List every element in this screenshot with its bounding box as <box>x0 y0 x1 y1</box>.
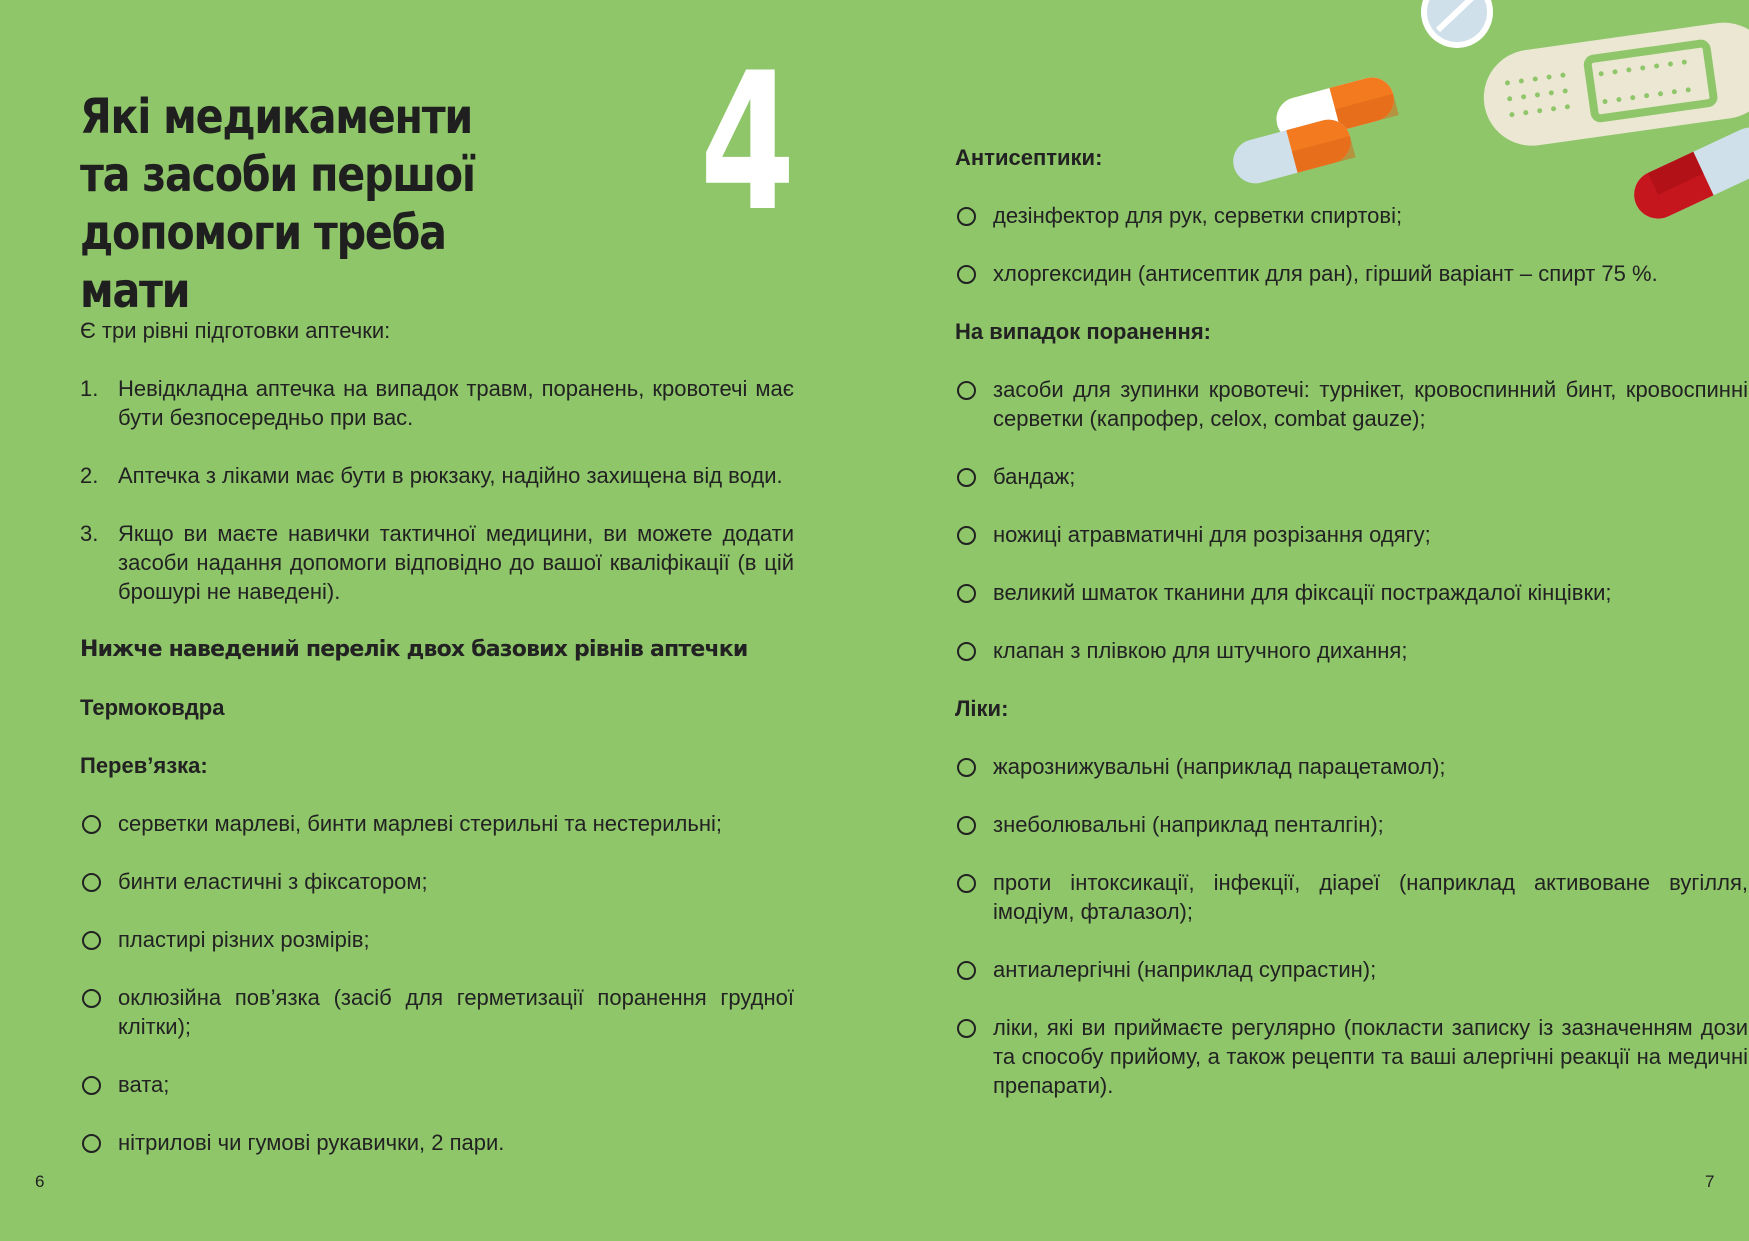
circle-bullet-icon <box>957 526 976 545</box>
list-item-text: вата; <box>118 1072 170 1097</box>
list-item <box>955 578 1748 607</box>
wound-heading: На випадок поранення: <box>955 319 1211 344</box>
page-number-left: 6 <box>35 1172 45 1191</box>
antiseptics-heading: Антисептики: <box>955 145 1103 170</box>
circle-bullet-icon <box>957 381 976 400</box>
list-item-text: ножиці атравматичні для розрізання одягу; <box>993 522 1431 547</box>
list-number: 3. <box>80 521 99 546</box>
list-item-text: великий шматок тканини для фіксації постраждалої кінцівки; <box>993 580 1612 605</box>
list-number: 1. <box>80 376 99 401</box>
circle-bullet-icon <box>957 758 976 777</box>
list-item-text: ліки, які ви приймаєте регулярно (покласти записку із зазначенням дози та способу прийому, а також рецепти та ваші алергічні реакції на медичні препарати). <box>993 1015 1748 1098</box>
title-line-3: допомоги треба мати <box>80 205 446 319</box>
circle-bullet-icon <box>82 989 101 1008</box>
list-item <box>955 868 1748 926</box>
list-item-text: пластирі різних розмірів; <box>118 927 370 952</box>
list-item-text: антиалергічні (наприклад супрастин); <box>993 957 1377 982</box>
list-item-text: нітрилові чи гумові рукавички, 2 пари. <box>118 1130 505 1155</box>
medical-supplies-illustration <box>1210 0 1749 230</box>
circle-bullet-icon <box>957 961 976 980</box>
list-item <box>80 461 794 490</box>
list-item <box>80 983 794 1041</box>
wound-list <box>955 375 1748 665</box>
circle-bullet-icon <box>957 468 976 487</box>
circle-bullet-icon <box>82 1076 101 1095</box>
list-item-text: Невідкладна аптечка на випадок травм, поранень, кровотечі має бути безпосередньо при вас. <box>118 376 794 430</box>
circle-bullet-icon <box>82 873 101 892</box>
list-item-text: проти інтоксикації, інфекції, діареї (наприклад активоване вугілля, імодіум, фталазол); <box>993 870 1748 924</box>
list-item-text: жарознижувальні (наприклад парацетамол); <box>993 754 1446 779</box>
list-item-text: знеболювальні (наприклад пенталгін); <box>993 812 1384 837</box>
capsule-icon <box>1626 120 1749 227</box>
circle-bullet-icon <box>957 207 976 226</box>
list-item-text: серветки марлеві, бинти марлеві стерильні та нестерильні; <box>118 811 722 836</box>
list-item-text: Якщо ви маєте навички тактичної медицини, ви можете додати засоби надання допомоги відповідно до вашої кваліфікації (в цій брошурі не наведені). <box>118 521 794 604</box>
right-column <box>955 143 1748 1129</box>
list-item <box>955 375 1748 433</box>
circle-bullet-icon <box>957 1019 976 1038</box>
list-item-text: оклюзійна пов’язка (засіб для герметизації поранення грудної клітки); <box>118 985 794 1039</box>
title-line-1: Які медикаменти <box>80 89 472 145</box>
circle-bullet-icon <box>82 815 101 834</box>
title-line-2: та засоби першої <box>80 147 475 203</box>
list-item-text: Аптечка з ліками має бути в рюкзаку, надійно захищена від води. <box>118 463 783 488</box>
basic-levels-heading: Нижче наведений перелік двох базових рівнів аптечки <box>80 637 748 662</box>
list-item-text: бинти еластичні з фіксатором; <box>118 869 428 894</box>
circle-bullet-icon <box>957 584 976 603</box>
bandage-icon <box>1478 16 1749 151</box>
circle-bullet-icon <box>82 931 101 950</box>
list-item <box>80 925 794 954</box>
circle-bullet-icon <box>82 1134 101 1153</box>
list-item <box>955 955 1748 984</box>
list-item <box>80 809 794 838</box>
list-item <box>955 259 1748 288</box>
list-item-text: хлоргексидин (антисептик для ран), гірший варіант – спирт 75 %. <box>993 261 1658 286</box>
chapter-number: 4 <box>700 32 796 253</box>
pill-icon <box>1421 0 1493 48</box>
intro-text: Є три рівні підготовки аптечки: <box>80 318 391 343</box>
circle-bullet-icon <box>957 265 976 284</box>
list-item <box>955 636 1748 665</box>
meds-list <box>955 752 1748 1100</box>
list-item <box>80 1070 794 1099</box>
list-item <box>955 810 1748 839</box>
list-item <box>955 1013 1748 1100</box>
meds-heading: Ліки: <box>955 696 1009 721</box>
list-item-text: дезінфектор для рук, серветки спиртові; <box>993 203 1403 228</box>
dressing-heading: Перев’язка: <box>80 753 208 778</box>
circle-bullet-icon <box>957 874 976 893</box>
left-column <box>80 316 794 1186</box>
page-number-right: 7 <box>1705 1172 1715 1191</box>
list-item <box>955 462 1748 491</box>
list-item <box>80 867 794 896</box>
list-item <box>80 374 794 432</box>
page-title <box>80 88 562 320</box>
circle-bullet-icon <box>957 816 976 835</box>
left-page <box>0 0 874 1241</box>
levels-list <box>80 374 794 606</box>
list-item-text: бандаж; <box>993 464 1076 489</box>
list-item <box>80 519 794 606</box>
list-item <box>80 1128 794 1157</box>
list-number: 2. <box>80 463 99 488</box>
circle-bullet-icon <box>957 642 976 661</box>
list-item-text: засоби для зупинки кровотечі: турнікет, кровоспинний бинт, кровоспинні серветки (капрофер, celox, combat gauze); <box>993 377 1748 431</box>
list-item <box>955 752 1748 781</box>
list-item-text: клапан з плівкою для штучного дихання; <box>993 638 1408 663</box>
list-item <box>955 520 1748 549</box>
thermo-blanket-heading: Термоковдра <box>80 695 225 720</box>
dressing-list <box>80 809 794 1157</box>
